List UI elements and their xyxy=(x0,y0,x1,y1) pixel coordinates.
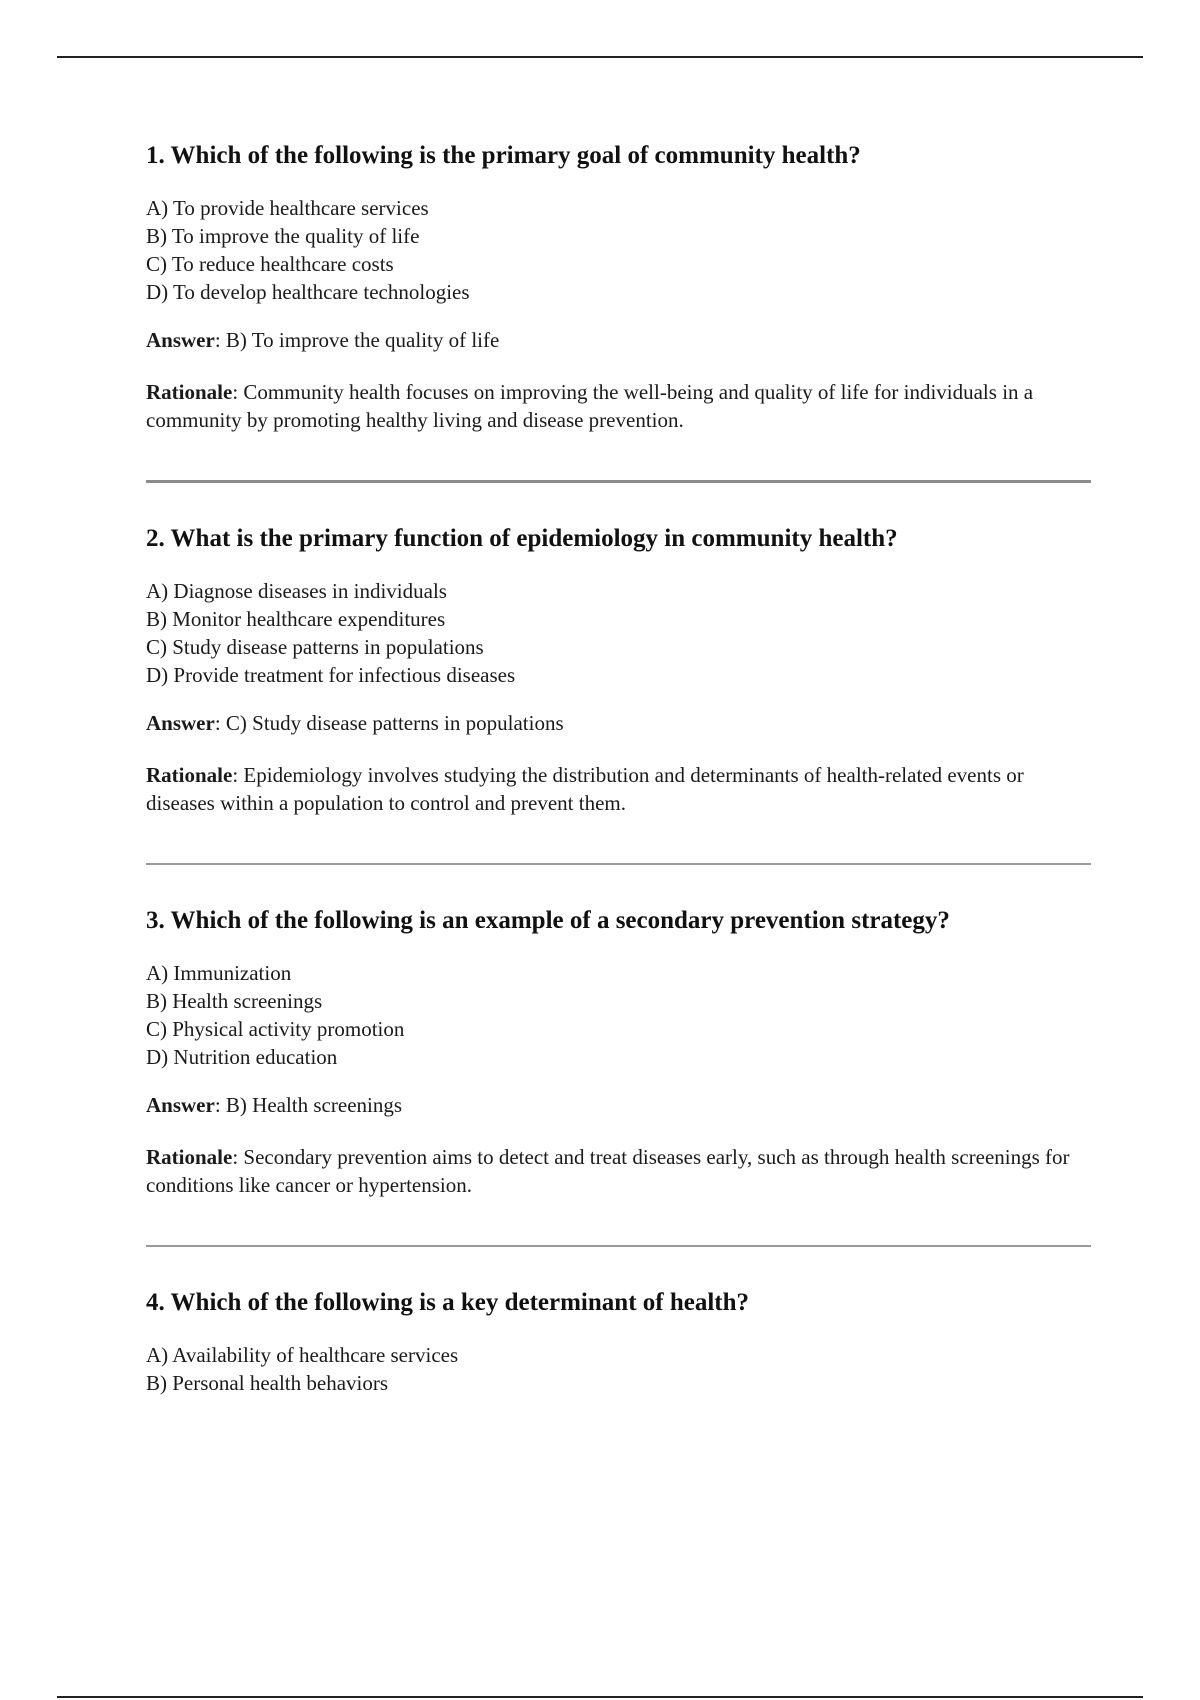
answer-label: Answer xyxy=(146,1093,215,1117)
option-a: A) Diagnose diseases in individuals xyxy=(146,579,447,603)
option-a: A) Immunization xyxy=(146,961,292,985)
option-c: C) Physical activity promotion xyxy=(146,1017,405,1041)
answer xyxy=(146,1091,1091,1119)
page-top-rule xyxy=(57,56,1143,58)
rationale xyxy=(146,1143,1091,1199)
option-b: B) Monitor healthcare expenditures xyxy=(146,607,446,631)
question-4 xyxy=(146,1287,1091,1397)
document-body xyxy=(146,140,1091,1417)
option-b: B) Health screenings xyxy=(146,989,323,1013)
question-1 xyxy=(146,140,1091,434)
answer xyxy=(146,709,1091,737)
option-c: C) Study disease patterns in populations xyxy=(146,635,484,659)
option-b: B) To improve the quality of life xyxy=(146,224,420,248)
question-title: 3. Which of the following is an example of a secondary prevention strategy? xyxy=(146,907,950,934)
section-divider xyxy=(146,863,1091,865)
rationale-label: Rationale xyxy=(146,1145,233,1169)
rationale-label: Rationale xyxy=(146,763,233,787)
answer xyxy=(146,326,1091,354)
answer-text: : B) To improve the quality of life xyxy=(214,328,500,352)
answer-label: Answer xyxy=(146,328,215,352)
option-d: D) To develop healthcare technologies xyxy=(146,280,470,304)
answer-text: : C) Study disease patterns in populations xyxy=(214,711,564,735)
rationale-label: Rationale xyxy=(146,380,233,404)
rationale xyxy=(146,378,1091,434)
page-bottom-rule xyxy=(57,1696,1143,1698)
answer-text: : B) Health screenings xyxy=(214,1093,403,1117)
rationale xyxy=(146,761,1091,817)
option-d: D) Provide treatment for infectious diseases xyxy=(146,663,516,687)
options-list xyxy=(146,1341,1091,1397)
option-a: A) Availability of healthcare services xyxy=(146,1343,459,1367)
question-title: 4. Which of the following is a key determinant of health? xyxy=(146,1289,750,1316)
option-a: A) To provide healthcare services xyxy=(146,196,429,220)
question-title: 2. What is the primary function of epidemiology in community health? xyxy=(146,525,898,552)
rationale-text: : Community health focuses on improving the well-being and quality of life for individuals in a community by promoting healthy living and disease prevention. xyxy=(146,380,1034,432)
section-divider xyxy=(146,1245,1091,1247)
question-3 xyxy=(146,905,1091,1199)
option-c: C) To reduce healthcare costs xyxy=(146,252,394,276)
options-list xyxy=(146,959,1091,1071)
question-title: 1. Which of the following is the primary goal of community health? xyxy=(146,142,861,169)
answer-label: Answer xyxy=(146,711,215,735)
rationale-text: : Secondary prevention aims to detect and treat diseases early, such as through health screenings for conditions like cancer or hypertension. xyxy=(146,1145,1070,1197)
option-b: B) Personal health behaviors xyxy=(146,1371,389,1395)
question-2 xyxy=(146,523,1091,817)
section-divider xyxy=(146,480,1091,483)
rationale-text: : Epidemiology involves studying the distribution and determinants of health-related events or diseases within a population to control and prevent them. xyxy=(146,763,1024,815)
options-list xyxy=(146,577,1091,689)
option-d: D) Nutrition education xyxy=(146,1045,338,1069)
options-list xyxy=(146,194,1091,306)
